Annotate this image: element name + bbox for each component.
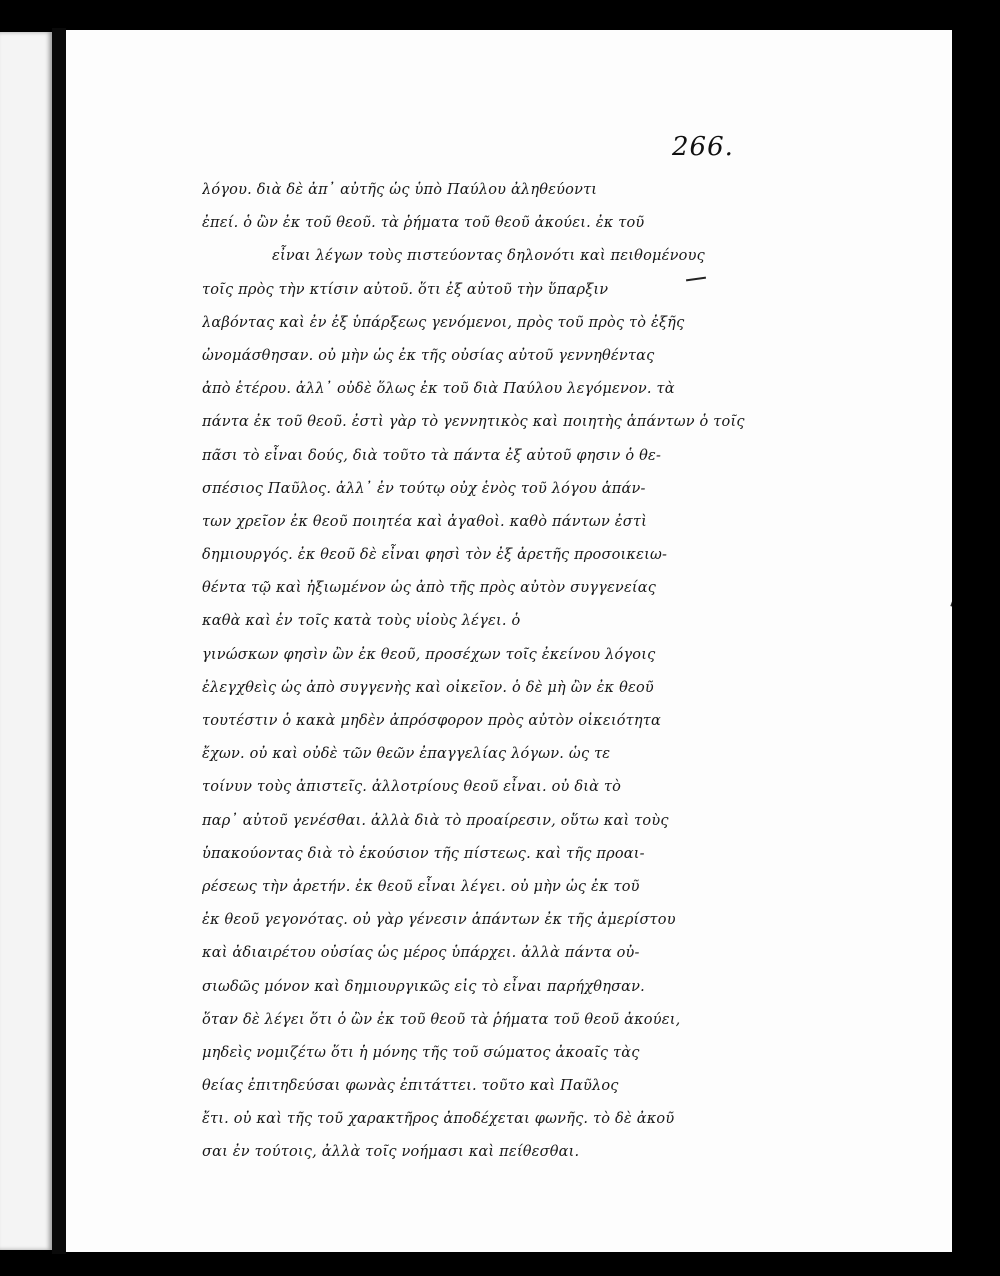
text-line: σπέσιος Παῦλος. ἀλλ᾿ ἐν τούτῳ οὐχ ἑνὸς τοῦ λόγου ἁπάν- — [202, 480, 646, 497]
text-line: πᾶσι τὸ εἶναι δούς, διὰ τοῦτο τὰ πάντα ἐξ αὐτοῦ φησιν ὁ θε- — [202, 447, 662, 464]
text-line: ὑπακούοντας διὰ τὸ ἑκούσιον τῆς πίστεως. καὶ τῆς προαι- — [202, 845, 645, 862]
text-line: σιωδῶς μόνον καὶ δημιουργικῶς εἰς τὸ εἶναι παρήχθησαν. — [202, 978, 645, 995]
text-line: ἀπὸ ἑτέρου. ἀλλ᾿ οὐδὲ ὅλως ἐκ τοῦ διὰ Παύλου λεγόμενον. τὰ — [202, 381, 675, 398]
text-line: παρ᾿ αὐτοῦ γενέσθαι. ἀλλὰ διὰ τὸ προαίρεσιν, οὕτω καὶ τοὺς — [202, 812, 669, 829]
text-line: πάντα ἐκ τοῦ θεοῦ. ἐστὶ γὰρ τὸ γεννητικὸς καὶ ποιητὴς ἁπάντων ὁ τοῖς — [202, 414, 745, 431]
text-line: ἔτι. οὐ καὶ τῆς τοῦ χαρακτῆρος ἀποδέχεται φωνῆς. τὸ δὲ ἀκοῦ — [202, 1111, 675, 1128]
manuscript-page — [66, 30, 952, 1252]
text-line: θέντα τῷ καὶ ἠξιωμένον ὡς ἀπὸ τῆς πρὸς αὐτὸν συγγενείας — [202, 580, 657, 597]
text-line: ρέσεως τὴν ἀρετήν. ἐκ θεοῦ εἶναι λέγει. οὐ μὴν ὡς ἐκ τοῦ — [202, 878, 640, 895]
text-line: ὅταν δὲ λέγει ὅτι ὁ ὢν ἐκ τοῦ θεοῦ τὰ ῥήματα τοῦ θεοῦ ἀκούει, — [202, 1011, 681, 1028]
text-line: τουτέστιν ὁ κακὰ μηδὲν ἀπρόσφορον πρὸς αὐτὸν οἰκειότητα — [202, 713, 661, 729]
text-line: λόγου. διὰ δὲ ἀπ᾿ αὐτῆς ὡς ὑπὸ Παύλου ἀληθεύοντι — [202, 182, 598, 198]
text-line: μηδεὶς νομιζέτω ὅτι ἡ μόνης τῆς τοῦ σώματος ἀκοαῖς τὰς — [202, 1044, 640, 1061]
text-line: καὶ ἀδιαιρέτου οὐσίας ὡς μέρος ὑπάρχει. ἀλλὰ πάντα οὐ- — [202, 945, 640, 962]
text-line: ἐκ θεοῦ γεγονότας. οὐ γὰρ γένεσιν ἁπάντων ἐκ τῆς ἀμερίστου — [202, 912, 676, 929]
text-line: εἶναι λέγων τοὺς πιστεύοντας δηλονότι καὶ πειθομένους — [272, 248, 705, 265]
scan-border — [952, 30, 1000, 1252]
text-line: ὠνομάσθησαν. οὐ μὴν ὡς ἐκ τῆς οὐσίας αὐτοῦ γεννηθέντας — [202, 347, 655, 364]
binding-gutter — [52, 28, 66, 1254]
text-line: δημιουργός. ἐκ θεοῦ δὲ εἶναι φησὶ τὸν ἐξ ἀρετῆς προσοικειω- — [202, 547, 668, 564]
text-line: τοῖς πρὸς τὴν κτίσιν αὐτοῦ. ὅτι ἐξ αὐτοῦ τὴν ὕπαρξιν — [202, 281, 609, 298]
text-line: ἐλεγχθεὶς ὡς ἀπὸ συγγενὴς καὶ οἰκεῖον. ὁ δὲ μὴ ὢν ἐκ θεοῦ — [202, 679, 654, 696]
text-block — [202, 174, 762, 1170]
facing-page-edge — [0, 32, 52, 1250]
text-line: των χρεῖον ἐκ θεοῦ ποιητέα καὶ ἀγαθοὶ. καθὸ πάντων ἐστὶ — [202, 513, 647, 530]
folio-number: 266. — [672, 132, 734, 162]
text-line: λαβόντας καὶ ἐν ἐξ ὑπάρξεως γενόμενοι, πρὸς τοῦ πρὸς τὸ ἐξῆς — [202, 314, 685, 331]
text-line: καθὰ καὶ ἐν τοῖς κατὰ τοὺς υἱοὺς λέγει. ὁ — [202, 613, 521, 630]
text-line: γινώσκων φησὶν ὢν ἐκ θεοῦ, προσέχων τοῖς ἐκείνου λόγοις — [202, 646, 656, 663]
text-line: θείας ἐπιτηδεύσαι φωνὰς ἐπιτάττει. τοῦτο καὶ Παῦλος — [202, 1078, 619, 1095]
text-line: τοίνυν τοὺς ἀπιστεῖς. ἀλλοτρίους θεοῦ εἶναι. οὐ διὰ τὸ — [202, 779, 622, 796]
text-line: ἐπεί. ὁ ὢν ἐκ τοῦ θεοῦ. τὰ ῥήματα τοῦ θεοῦ ἀκούει. ἐκ τοῦ — [202, 215, 645, 232]
text-line: ἔχων. οὐ καὶ οὐδὲ τῶν θεῶν ἐπαγγελίας λόγων. ὡς τε — [202, 746, 611, 763]
text-line: σαι ἐν τούτοις, ἀλλὰ τοῖς νοήμασι καὶ πείθεσθαι. — [202, 1144, 580, 1161]
